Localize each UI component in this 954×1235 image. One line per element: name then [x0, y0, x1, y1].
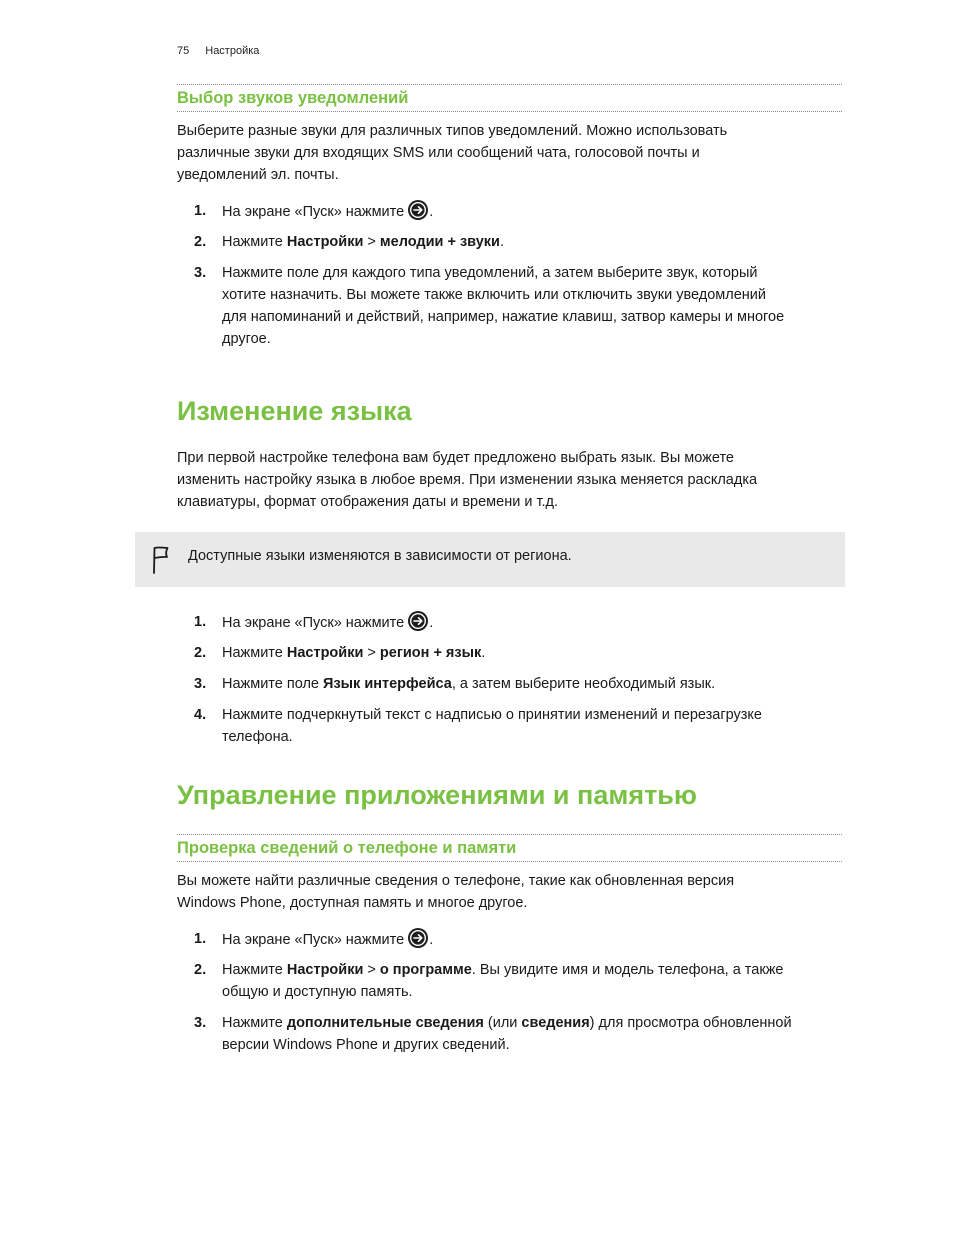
section-heading-sounds: Выбор звуков уведомлений: [177, 89, 409, 107]
intro-paragraph: При первой настройке телефона вам будет предложено выбрать язык. Вы можете изменить настройку языка в любое время. При изменении языка меняется раскладка клавиатуры, формат отображения даты и времени и т.д.: [177, 450, 758, 510]
heading-divider-bottom: [177, 111, 842, 112]
manual-page: 75 Настройка Выбор звуков уведомлений Выберите разные звуки для различных типов уведомлений. Можно использовать различные звуки для входящих SMS или сообщений чата, голосовой почты и уведомлений эл. почты. 1. На экране «Пуск» нажмите . 2. Нажмите Настройки > мелодии + звуки. 3. Нажмите поле для каждого типа уведомлений, а затем выберите звук, который хотите назначить. Вы можете также включить или отключить звуки уведомлений для напоминаний и действий, например, нажатие клавиш, затвор камеры и многое другое. Изменение языка При первой настройке телефона вам будет предложено выбрать язык. Вы можете изменить настройку языка в любое время. При изменении языка меняется раскладка клавиатуры, формат отображения даты и времени и т.д. Доступные языки изменяются в зависимости от региона. 1. На экране «Пуск» нажмите . 2. Нажмите Настройки > регион + язык. 3. Нажмите поле Язык интерфейса, а затем выберите необходимый язык. 4. Нажмите подчеркнутый текст с надписью о принятии изменений и перезагрузке телефона. Управление приложениями и памятью Проверка сведений о телефоне и памяти Вы можете найти различные сведения о телефоне, такие как обновленная версия Windows Phone, доступная память и многое другое. 1. На экране «Пуск» нажмите . 2. Нажмите Настройки > о программе. Вы увидите имя и модель телефона, а также общую и доступную память. 3. Нажмите дополнительные сведения (или сведения) для просмотра обновленной версии Windows Phone и других сведений.: [0, 0, 954, 1235]
heading-divider-bottom: [177, 861, 842, 862]
section-title: Настройка: [205, 45, 260, 57]
note-box: [135, 532, 845, 587]
page-header: [177, 45, 259, 57]
arrow-right-circle-icon: [408, 200, 428, 220]
flag-icon: [149, 545, 171, 580]
note-text: Доступные языки изменяются в зависимости от региона.: [188, 548, 572, 564]
chapter-heading-apps-memory: Управление приложениями и памятью: [177, 780, 697, 810]
arrow-right-circle-icon: [408, 928, 428, 948]
intro-paragraph: Вы можете найти различные сведения о телефоне, такие как обновленная версия Windows Phone, доступная память и многое другое.: [177, 873, 735, 911]
arrow-right-circle-icon: [408, 611, 428, 631]
section-heading-phone-info: Проверка сведений о телефоне и памяти: [177, 839, 517, 857]
page-number: 75: [177, 45, 190, 57]
chapter-heading-language: Изменение языка: [177, 396, 412, 426]
heading-divider-top: [177, 84, 842, 85]
intro-paragraph: Выберите разные звуки для различных типов уведомлений. Можно использовать различные звуки для входящих SMS или сообщений чата, голосовой почты и уведомлений эл. почты.: [177, 123, 728, 183]
heading-divider-top: [177, 834, 842, 835]
